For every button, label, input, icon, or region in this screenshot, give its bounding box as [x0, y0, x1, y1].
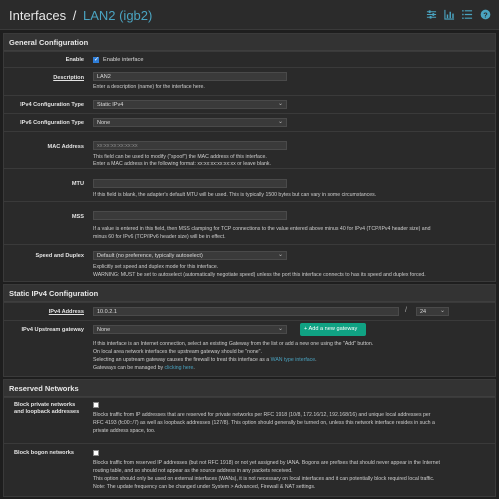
speed-select[interactable]: Default (no preference, typically autoselect) ⌄ [93, 251, 287, 260]
ipv4-gateway-row [4, 320, 495, 377]
block-private-help-3: private address space, too. [93, 428, 156, 434]
gateway-help-2: On local area network interfaces the upstream gateway should be "none". [93, 349, 262, 355]
ipv4-gateway-label: IPv4 Upstream gateway [21, 327, 84, 333]
mac-help-1: This field can be used to modify ("spoof") the MAC address of this interface. [93, 154, 267, 160]
mtu-row [4, 168, 495, 201]
block-bogon-checkbox[interactable] [93, 450, 99, 456]
enable-row [4, 51, 495, 67]
enable-checkbox-text: Enable interface [103, 57, 144, 63]
mtu-label: MTU [71, 181, 84, 187]
description-label: Description [53, 75, 84, 81]
gateway-help-4-pre: Gateways can be managed by [93, 365, 165, 371]
block-bogon-help-4: Note: The update frequency can be changed under System > Advanced, Firewall & NAT settings. [93, 484, 316, 490]
ipv6-type-label: IPv6 Configuration Type [20, 120, 84, 126]
cidr-separator: / [405, 307, 407, 314]
ipv4-address-label: IPv4 Address [48, 309, 84, 315]
description-input[interactable]: LAN2 [93, 72, 287, 81]
speed-help-1: Explicitly set speed and duplex mode for this interface. [93, 264, 219, 270]
mss-input[interactable] [93, 211, 287, 220]
ipv4-address-row [4, 302, 495, 320]
description-help: Enter a description (name) for the interface here. [93, 84, 205, 90]
block-bogon-help-3: This option should only be used on external interfaces (WANs), it is not necessary on local interfaces and it can potentially block required local traffic. [93, 476, 435, 482]
ipv6-type-select[interactable]: None ⌄ [93, 118, 287, 127]
block-private-row [4, 397, 495, 443]
enable-label: Enable [65, 57, 84, 63]
block-private-label-1: Block private networks [14, 402, 76, 408]
general-configuration-panel [3, 33, 496, 282]
breadcrumb [9, 8, 152, 23]
top-bar [0, 0, 499, 30]
mac-help-2: Enter a MAC address in the following format: xx:xx:xx:xx:xx:xx or leave blank. [93, 161, 271, 167]
reserved-networks-panel [3, 379, 496, 497]
mac-input[interactable] [93, 141, 287, 150]
mtu-help: If this field is blank, the adapter's default MTU will be used. This is typically 1500 bytes but can vary in some circumstances. [93, 192, 377, 198]
general-configuration-title: General Configuration [4, 34, 495, 51]
wan-type-interface-link[interactable]: WAN type interface [270, 357, 316, 363]
speed-help-2: WARNING: MUST be set to autoselect (automatically negotiate speed) unless the port this interface connects to has its speed and duplex forced. [93, 272, 426, 278]
breadcrumb-current: LAN2 (igb2) [82, 8, 153, 23]
breadcrumb-separator: / [72, 8, 77, 23]
speed-label: Speed and Duplex [35, 253, 84, 259]
breadcrumb-interfaces[interactable]: Interfaces [9, 8, 67, 23]
ipv4-address-input[interactable]: 10.0.2.1 [93, 307, 399, 316]
gateway-help-3-pre: Selecting an upstream gateway causes the firewall to treat this interface as a [93, 357, 271, 363]
gateway-help-4-post: . [193, 365, 195, 371]
block-private-help-2: RFC 4193 (fc00::/7) as well as loopback addresses (127/8). This option should generally be turned on, unless this network interface resides in such a [93, 420, 435, 426]
mss-help-1: If a value is entered in this field, then MSS clamping for TCP connections to the value entered above minus 40 for IPv4 (TCP/IPv4 header size) and [93, 226, 431, 232]
block-private-help-1: Blocks traffic from IP addresses that are reserved for private networks per RFC 1918 (10/8, 172.16/12, 192.168/16) and unique local addresses per [93, 412, 431, 418]
block-private-checkbox[interactable] [93, 402, 99, 408]
mac-row [4, 131, 495, 168]
ipv4-type-select[interactable]: Static IPv4 ⌄ [93, 100, 287, 109]
description-row [4, 67, 495, 95]
sliders-icon[interactable] [426, 9, 437, 20]
block-private-label-2: and loopback addresses [14, 409, 80, 415]
mss-row [4, 201, 495, 244]
static-ipv4-title: Static IPv4 Configuration [4, 285, 495, 302]
static-ipv4-panel [3, 284, 496, 377]
gateway-help-3-post: . [315, 357, 317, 363]
ipv4-type-label: IPv4 Configuration Type [20, 102, 84, 108]
block-bogon-label: Block bogon networks [14, 450, 74, 456]
mac-label: MAC Address [47, 144, 84, 150]
gateway-help-1: If this interface is an Internet connection, select an existing Gateway from the list or add a new one using the "Add" button. [93, 341, 374, 347]
manage-gateways-link[interactable]: clicking here [164, 365, 194, 371]
enable-checkbox[interactable] [93, 57, 99, 63]
speed-row [4, 244, 495, 282]
ipv4-type-row [4, 95, 495, 113]
reserved-networks-title: Reserved Networks [4, 380, 495, 397]
block-bogon-help-1: Blocks traffic from reserved IP addresses (but not RFC 1918) or not yet assigned by IANA. Bogons are prefixes that should never appear in the Internet [93, 460, 440, 466]
gateway-help-4 [93, 364, 195, 372]
block-bogon-help-2: routing table, and so should not appear as the source address in any packets received. [93, 468, 293, 474]
mss-help-2: minus 60 for IPv6 (TCP/IPv6 header size) will be in effect. [93, 234, 226, 240]
gateway-help-3 [93, 356, 317, 364]
svg-text:?: ? [483, 10, 488, 20]
block-bogon-row [4, 443, 495, 497]
list-icon[interactable] [462, 9, 473, 20]
ipv4-gateway-select[interactable]: None ⌄ [93, 325, 287, 334]
mss-label: MSS [71, 214, 84, 220]
help-icon[interactable] [480, 9, 491, 20]
mtu-input[interactable] [93, 179, 287, 188]
add-gateway-button[interactable]: + Add a new gateway [300, 323, 366, 336]
ipv6-type-row [4, 113, 495, 131]
cidr-select[interactable]: 24 ⌄ [416, 307, 449, 316]
top-icons [426, 9, 491, 20]
chart-icon[interactable] [444, 9, 455, 20]
mac-placeholder: xx:xx:xx:xx:xx:xx [97, 143, 138, 149]
